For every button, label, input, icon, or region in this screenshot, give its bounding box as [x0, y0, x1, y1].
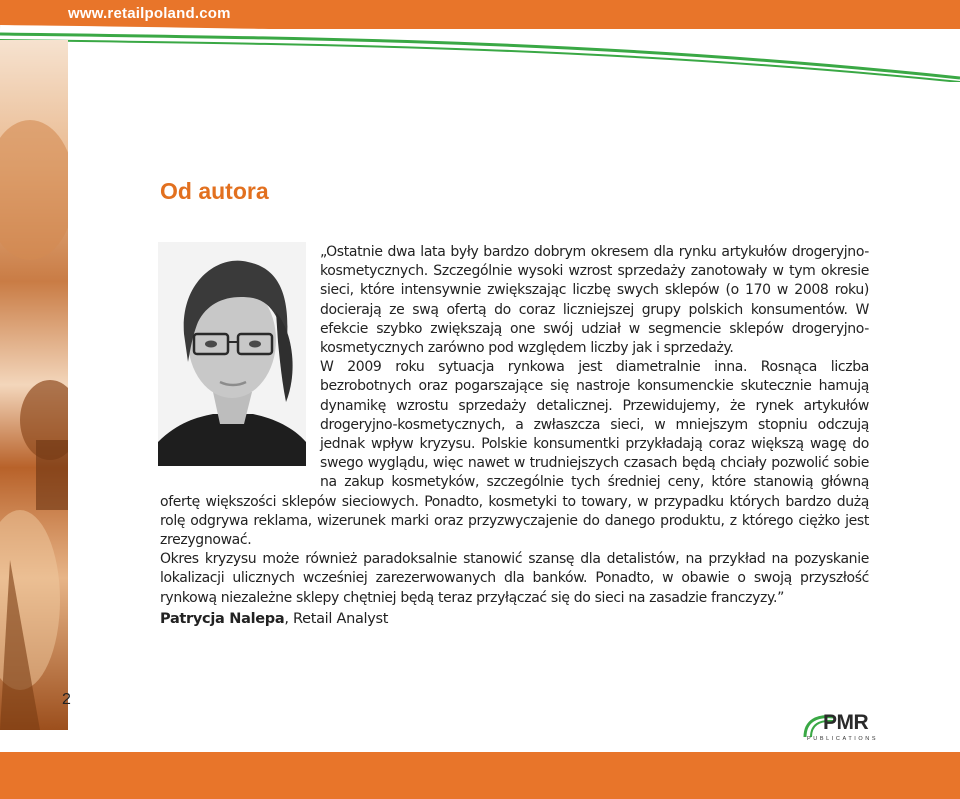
paragraph-2: W 2009 roku sytuacja rynkowa jest diametralnie inna. Rosnąca liczba bezrobotnych oraz pogarszające się nastroje konsumenckie skutecznie hamują dynamikę wzrostu sprzedaży detalicznej. Przewidujemy, że rynek artykułów drogeryjno-kosmetycznych, a zwłaszcza sieci, w mniejszym stopniu odczują jednak wpływ kryzysu. Polskie konsumentki przykładają coraz większą wagę do swego wyglądu, więc nawet w trudniejszych czasach będą chciały pozwolić sobie na zakup kosmetyków, szczególnie tych średniej ceny, które stanowią główną ofertę większości sklepów sieciowych. Ponadto, kosmetyki to towary, w przypadku których bardzo dużą rolę odgrywa reklama, wizerunek marki oraz przyzwyczajenie do danego produktu, z którego ciężko jest zrezygnować. [160, 359, 869, 549]
author-name: Patrycja Nalepa [160, 611, 285, 627]
bottom-footer-bar [0, 752, 960, 799]
section-title: Od autora [160, 178, 269, 204]
pmr-logo-subtitle: PUBLICATIONS [807, 736, 879, 742]
author-note-text [160, 243, 869, 608]
portrait-text-wrap [160, 243, 320, 491]
site-url-link[interactable]: www.retailpoland.com [68, 5, 231, 22]
pmr-logo-text: PMR [823, 711, 869, 734]
paragraph-1: „Ostatnie dwa lata były bardzo dobrym okresem dla rynku artykułów drogeryjno-kosmetycznych. Szczególnie wysoki wzrost sprzedaży zanotowały w tym okresie sieci, które intensywnie zwiększając liczbę swych sklepów (o 170 w 2008 roku) docierają ze swą ofertą do coraz liczniejszej grupy polskich konsumentów. W efekcie szybko zwiększają one swój udział w segmencie sklepów drogeryjno-kosmetycznych zarówno pod względem liczby jak i sprzedaży. [320, 244, 869, 357]
green-swoosh-decoration [0, 22, 960, 82]
author-role: , Retail Analyst [284, 611, 389, 627]
author-signature [160, 611, 388, 627]
paragraph-3: Okres kryzysu może również paradoksalnie stanowić szansę dla detalistów, na przykład na pozyskanie lokalizacji ulicznych wcześniej zarezerwowanych dla banków. Ponadto, w obawie o swoją przyszłość rynkową niezależne sklepy chętniej będą teraz przyłączać się do sieci na zasadzie franczyzy.” [160, 551, 869, 606]
side-decorative-photo [0, 40, 68, 730]
page-number: 2 [62, 691, 71, 708]
